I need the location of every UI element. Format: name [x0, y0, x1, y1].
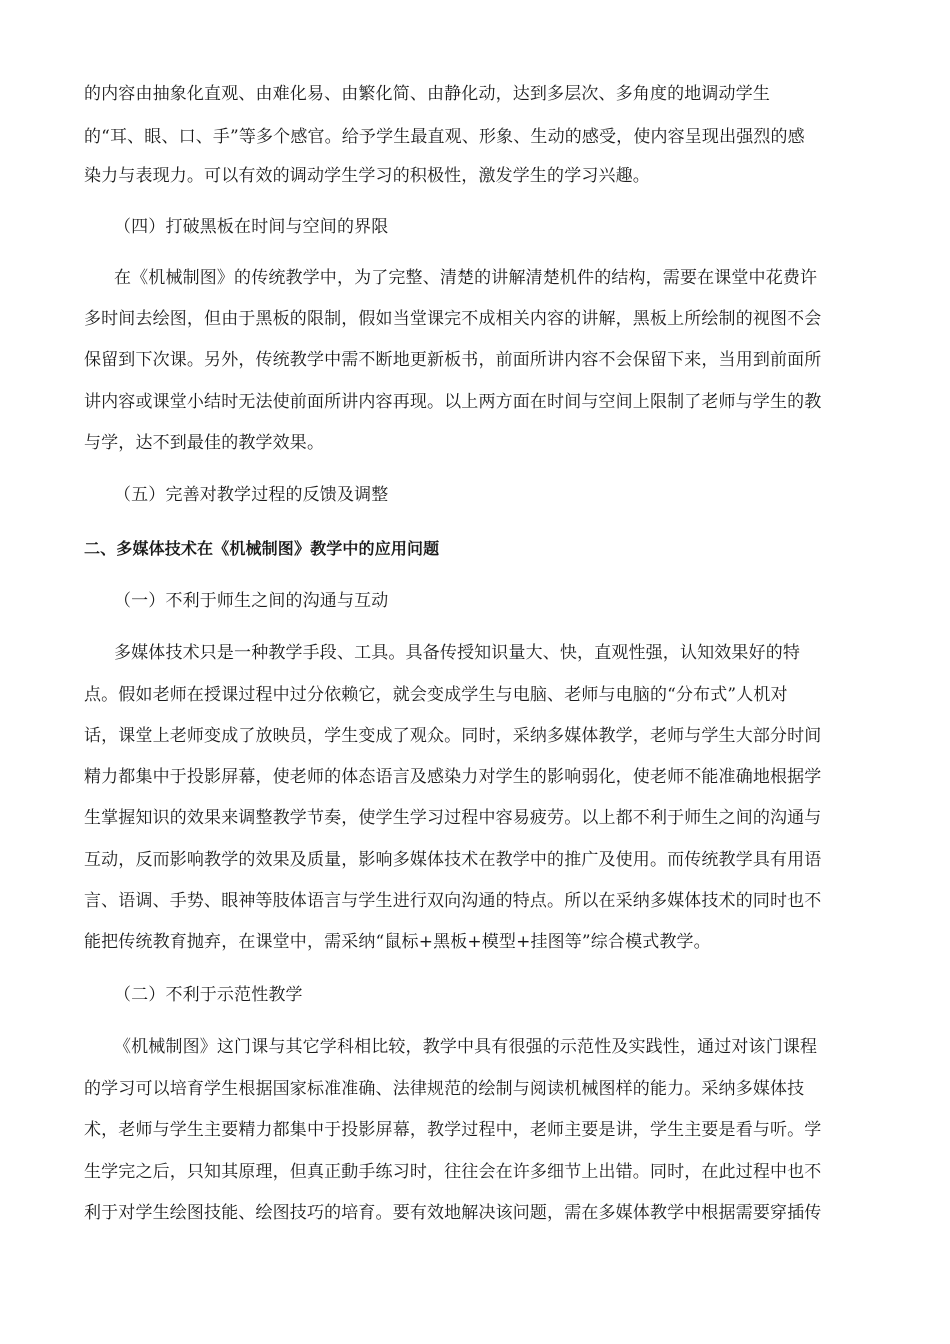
paragraph-intro-line-3: 染力与表现力。可以有效的调动学生学习的积极性，激发学生的学习兴趣。: [84, 166, 650, 186]
paragraph-2-2-line-1: 《机械制图》这门课与其它学科相比较，教学中具有很强的示范性及实践性，通过对该门课程: [114, 1037, 818, 1057]
subheading-5: （五）完善对教学过程的反馈及调整: [114, 485, 389, 505]
paragraph-2-1-line-2: 点。假如老师在授课过程中过分依赖它，就会变成学生与电脑、老师与电脑的“分布式”人机对: [84, 685, 788, 705]
subheading-2-1: （一）不利于师生之间的沟通与互动: [114, 591, 389, 611]
paragraph-2-2-line-4: 生学完之后，只知其原理，但真正動手练习时，往往会在许多细节上出错。同时，在此过程中也不: [84, 1162, 822, 1182]
paragraph-2-2-line-5: 利于对学生绘图技能、绘图技巧的培育。要有效地解决该问题，需在多媒体教学中根据需要穿插传: [84, 1203, 822, 1223]
paragraph-4-line-4: 讲内容或课堂小结时无法使前面所讲内容再现。以上两方面在时间与空间上限制了老师与学生的教: [84, 392, 822, 412]
paragraph-2-1-line-3: 话，课堂上老师变成了放映员，学生变成了观众。同时，采纳多媒体教学，老师与学生大部分时间: [84, 726, 822, 746]
subheading-2-2: （二）不利于示范性教学: [114, 985, 303, 1005]
paragraph-2-1-line-7: 言、语调、手势、眼神等肢体语言与学生进行双向沟通的特点。所以在采纳多媒体技术的同时也不: [84, 891, 822, 911]
paragraph-2-1-line-4: 精力都集中于投影屏幕，使老师的体态语言及感染力对学生的影响弱化，使老师不能准确地根据学: [84, 767, 822, 787]
paragraph-intro-line-2: 的“耳、眼、口、手”等多个感官。给予学生最直观、形象、生动的感受，使内容呈现出强烈的感: [84, 127, 805, 147]
section-2-heading: 二、多媒体技术在《机械制图》教学中的应用问题: [84, 539, 440, 558]
paragraph-intro-line-1: 的内容由抽象化直观、由难化易、由繁化简、由静化动，达到多层次、多角度的地调动学生: [84, 84, 770, 104]
paragraph-2-1-line-5: 生掌握知识的效果来调整教学节奏，使学生学习过程中容易疲劳。以上都不利于师生之间的沟通与: [84, 808, 822, 828]
paragraph-2-2-line-3: 术，老师与学生主要精力都集中于投影屏幕，教学过程中，老师主要是讲，学生主要是看与听。学: [84, 1120, 822, 1140]
paragraph-2-1-line-6: 互动，反而影响教学的效果及质量，影响多媒体技术在教学中的推广及使用。而传统教学具有用语: [84, 850, 822, 870]
subheading-4: （四）打破黑板在时间与空间的界限: [114, 217, 389, 237]
paragraph-2-1-line-1: 多媒体技术只是一种教学手段、工具。具备传授知识量大、快，直观性强，认知效果好的特: [114, 643, 800, 663]
paragraph-2-2-line-2: 的学习可以培育学生根据国家标准准确、法律规范的绘制与阅读机械图样的能力。采纳多媒体技: [84, 1079, 805, 1099]
paragraph-4-line-5: 与学，达不到最佳的教学效果。: [84, 433, 325, 453]
paragraph-4-line-2: 多时间去绘图，但由于黑板的限制，假如当堂课完不成相关内容的讲解，黑板上所绘制的视图不会: [84, 309, 822, 329]
paragraph-4-line-3: 保留到下次课。另外，传统教学中需不断地更新板书，前面所讲内容不会保留下来，当用到前面所: [84, 350, 822, 370]
paragraph-2-1-line-8: 能把传统教育抛弃，在课堂中，需采纳“鼠标+黑板+模型+挂图等”综合模式教学。: [84, 932, 711, 952]
paragraph-4-line-1: 在《机械制图》的传统教学中，为了完整、清楚的讲解清楚机件的结构，需要在课堂中花费许: [114, 268, 818, 288]
